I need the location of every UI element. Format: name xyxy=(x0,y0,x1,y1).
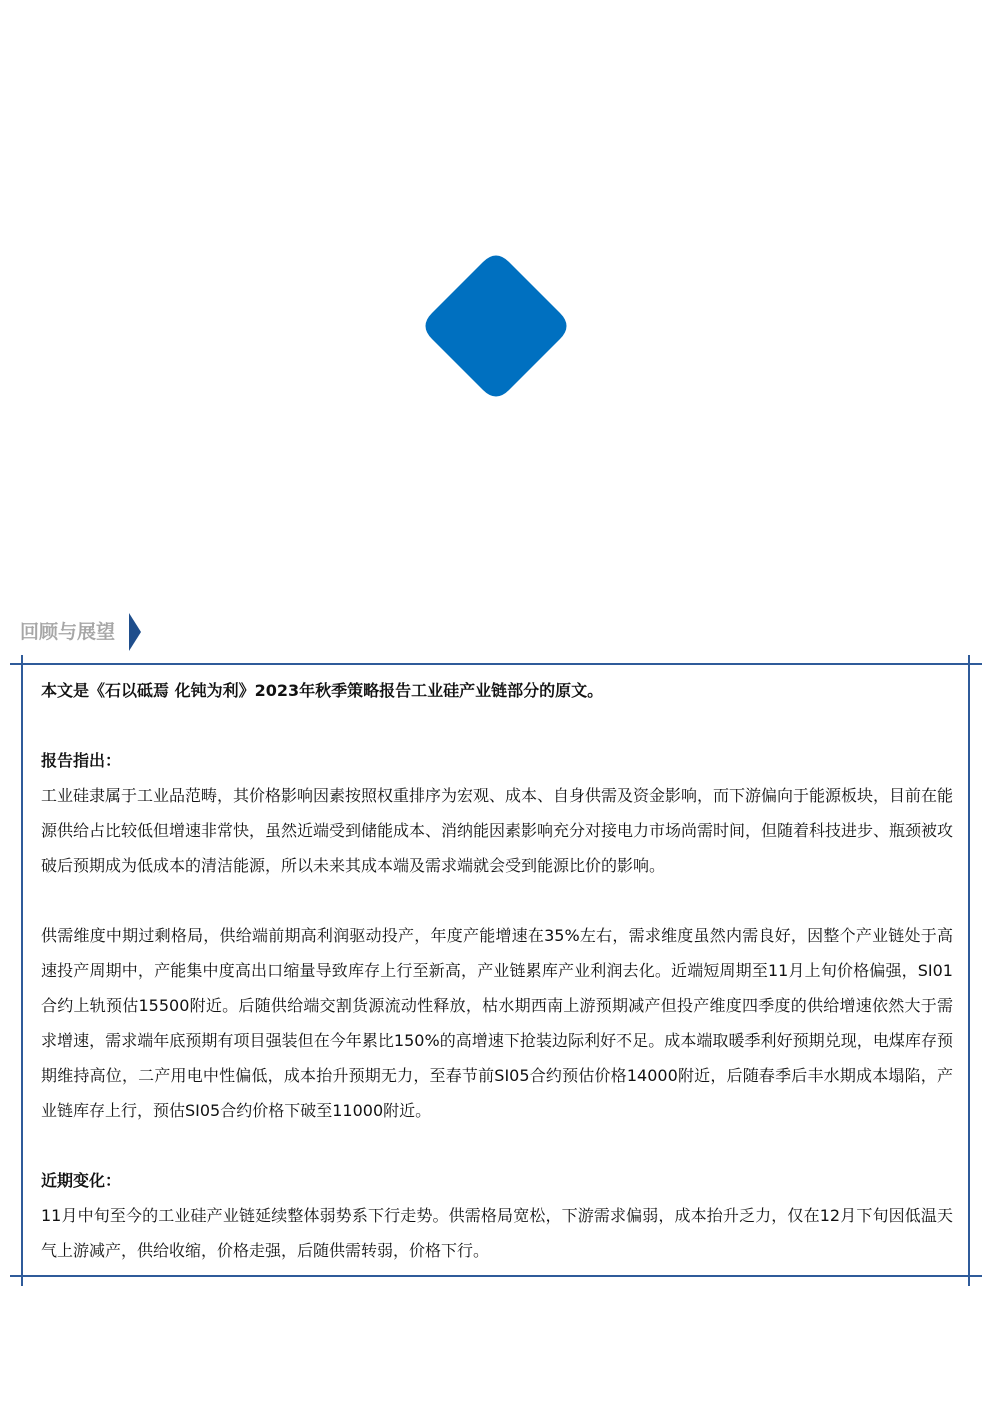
frame-right-line xyxy=(968,655,970,1286)
chevron-right-icon xyxy=(129,613,141,651)
report-paragraph-2: 供需维度中期过剩格局，供给端前期高利润驱动投产，年度产能增速在35%左右，需求维度虽然内需良好，因整个产业链处于高速投产周期中，产能集中度高出口缩量导致库存上行至新高，产业链累库产业利润去化。近端短周期至11月上旬价格偏强，SI01合约上轨预估15500附近。后随供给端交割货源流动性释放，枯水期西南上游预期减产但投产维度四季度的供给增速依然大于需求增速，需求端年底预期有项目强装但在今年累比150%的高增速下抢装边际利好不足。成本端取暖季利好预期兑现，电煤库存预期维持高位，二产用电中性偏低，成本抬升预期无力，至春节前SI05合约预估价格14000附近，后随春季后丰水期成本塌陷，产业链库存上行，预估SI05合约价格下破至11000附近。 xyxy=(41,926,953,1120)
section-title: 回顾与展望 xyxy=(20,621,116,643)
document-body xyxy=(41,673,953,1268)
diamond-icon xyxy=(425,255,567,397)
frame-bottom-line xyxy=(10,1275,982,1277)
recent-heading: 近期变化： xyxy=(41,1171,122,1190)
section-header xyxy=(20,612,141,652)
intro-statement: 本文是《石以砥焉 化钝为利》2023年秋季策略报告工业硅产业链部分的原文。 xyxy=(41,681,604,700)
recent-paragraph-1: 11月中旬至今的工业硅产业链延续整体弱势系下行走势。供需格局宽松，下游需求偏弱，成本抬升乏力，仅在12月下旬因低温天气上游减产，供给收缩，价格走强，后随供需转弱，价格下行。 xyxy=(41,1206,953,1260)
frame-top-line xyxy=(10,663,982,665)
report-heading: 报告指出： xyxy=(41,751,122,770)
report-paragraph-1: 工业硅隶属于工业品范畴，其价格影响因素按照权重排序为宏观、成本、自身供需及资金影响，而下游偏向于能源板块，目前在能源供给占比较低但增速非常快，虽然近端受到储能成本、消纳能因素影响充分对接电力市场尚需时间，但随着科技进步、瓶颈被攻破后预期成为低成本的清洁能源，所以未来其成本端及需求端就会受到能源比价的影响。 xyxy=(41,786,954,875)
frame-left-line xyxy=(21,655,23,1286)
